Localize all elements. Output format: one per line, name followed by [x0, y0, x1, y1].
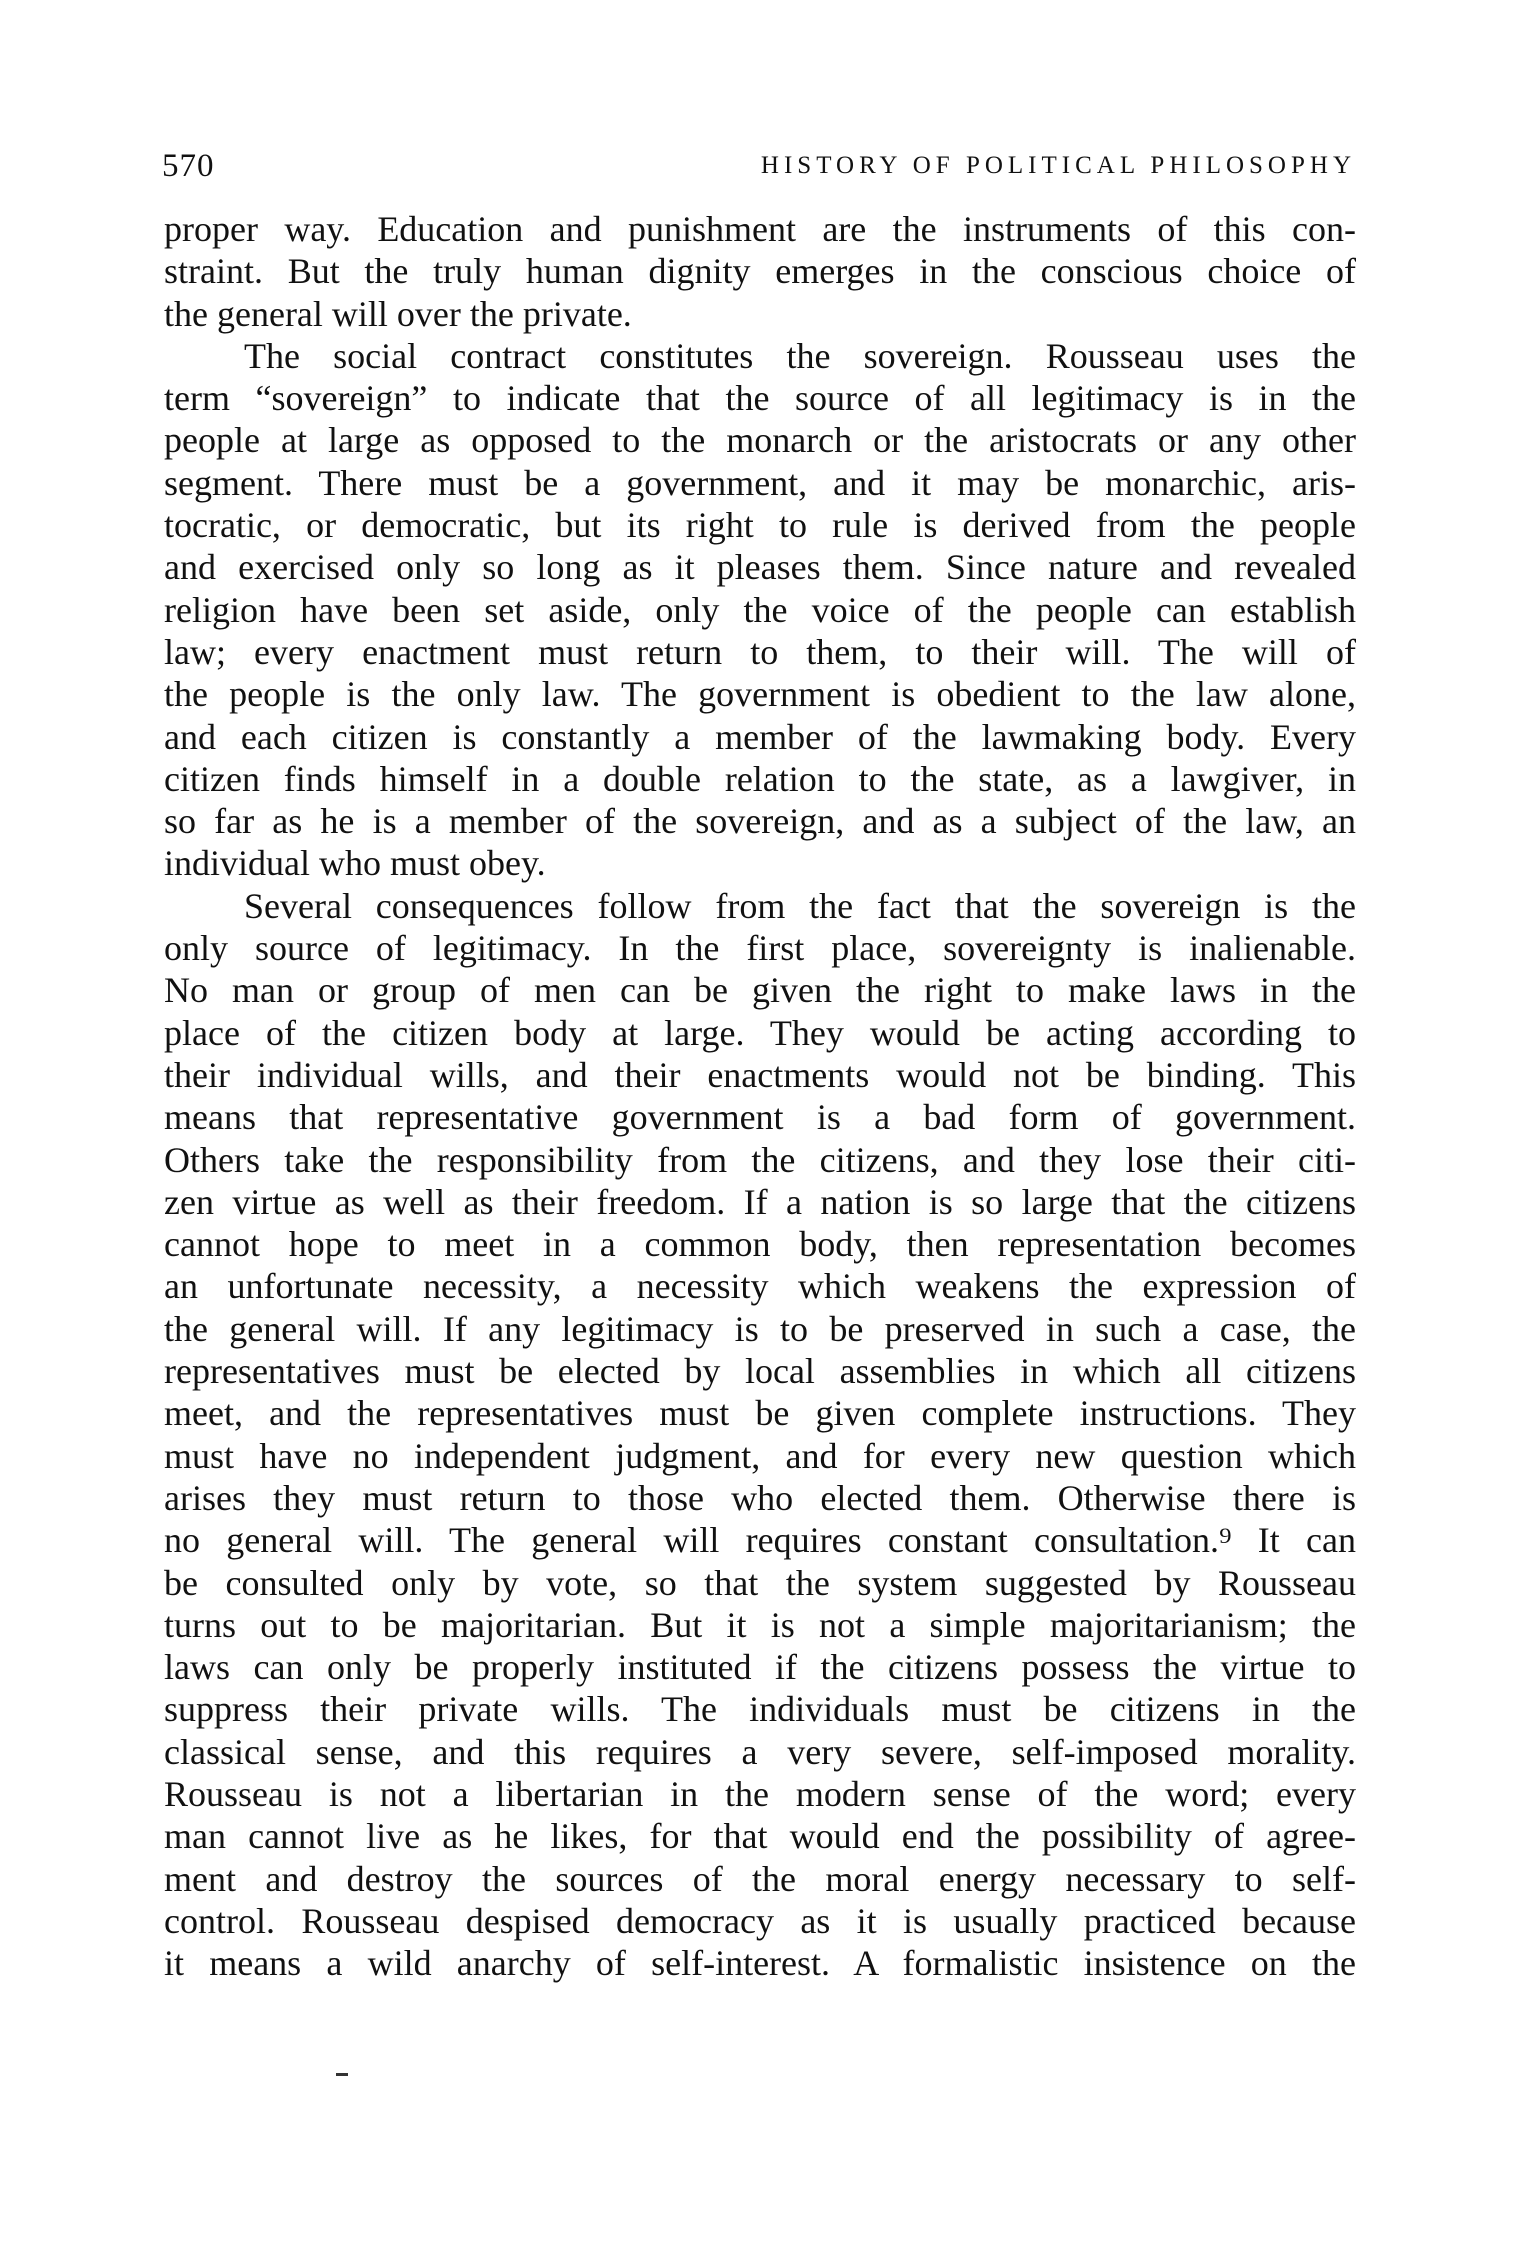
text-line: so far as he is a member of the sovereign, and as a subject of the law, an	[164, 801, 1356, 842]
running-head	[162, 148, 1356, 188]
page-number: 570	[162, 148, 215, 184]
text-line: their individual wills, and their enactments would not be binding. This	[164, 1054, 1356, 1095]
text-line: control. Rousseau despised democracy as it is usually practiced because	[164, 1900, 1356, 1941]
text-line: suppress their private wills. The individuals must be citizens in the	[164, 1689, 1356, 1730]
text-line: tocratic, or democratic, but its right to rule is derived from the people	[164, 505, 1356, 546]
text-line: religion have been set aside, only the voice of the people can establish	[164, 589, 1356, 630]
text-line: the people is the only law. The government is obedient to the law alone,	[164, 674, 1356, 715]
text-line: people at large as opposed to the monarch or the aristocrats or any other	[164, 420, 1356, 461]
text-line: means that representative government is a bad form of government.	[164, 1097, 1356, 1138]
text-line: must have no independent judgment, and for every new question which	[164, 1435, 1356, 1476]
text-line: citizen finds himself in a double relation to the state, as a lawgiver, in	[164, 758, 1356, 799]
text-line: the general will over the private.	[164, 293, 632, 334]
text-line: law; every enactment must return to them, to their will. The will of	[164, 631, 1356, 672]
text-line: proper way. Education and punishment are the instruments of this con-	[164, 209, 1356, 249]
text-line: it means a wild anarchy of self-interest. A formalistic insistence on the	[164, 1943, 1356, 1984]
text-line: cannot hope to meet in a common body, then representation becomes	[164, 1224, 1356, 1265]
text-line: and each citizen is constantly a member of the lawmaking body. Every	[164, 716, 1356, 757]
text-line: the general will. If any legitimacy is to be preserved in such a case, the	[164, 1308, 1356, 1349]
text-line: individual who must obey.	[164, 843, 546, 884]
text-line: an unfortunate necessity, a necessity which weakens the expression of	[164, 1266, 1356, 1307]
text-line: be consulted only by vote, so that the system suggested by Rousseau	[164, 1562, 1356, 1603]
text-line: The social contract constitutes the sovereign. Rousseau uses the	[244, 335, 1356, 376]
text-line: Rousseau is not a libertarian in the modern sense of the word; every	[164, 1773, 1356, 1814]
text-line: No man or group of men can be given the right to make laws in the	[164, 970, 1356, 1011]
text-line: segment. There must be a government, and it may be monarchic, aris-	[164, 462, 1356, 503]
text-line: man cannot live as he likes, for that would end the possibility of agree-	[164, 1816, 1356, 1857]
text-line: classical sense, and this requires a very severe, self-imposed morality.	[164, 1731, 1356, 1772]
text-line: place of the citizen body at large. They would be acting according to	[164, 1012, 1356, 1053]
text-line: turns out to be majoritarian. But it is not a simple majoritarianism; the	[164, 1604, 1356, 1645]
text-line: straint. But the truly human dignity emerges in the conscious choice of	[164, 251, 1356, 292]
text-line: only source of legitimacy. In the first place, sovereignty is inalienable.	[164, 928, 1356, 969]
text-line: no general will. The general will requires constant consultation.⁹ It can	[164, 1520, 1356, 1561]
text-line: Several consequences follow from the fact that the sovereign is the	[244, 885, 1356, 926]
body-text	[164, 208, 1356, 1984]
text-line: Others take the responsibility from the citizens, and they lose their citi-	[164, 1139, 1356, 1180]
running-title: HISTORY OF POLITICAL PHILOSOPHY	[760, 152, 1356, 179]
text-line: laws can only be properly instituted if the citizens possess the virtue to	[164, 1647, 1356, 1688]
text-line: zen virtue as well as their freedom. If a nation is so large that the citizens	[164, 1181, 1356, 1222]
text-line: arises they must return to those who elected them. Otherwise there is	[164, 1477, 1356, 1518]
text-line: ment and destroy the sources of the moral energy necessary to self-	[164, 1858, 1356, 1899]
text-line: and exercised only so long as it pleases them. Since nature and revealed	[164, 547, 1356, 588]
text-line: term “sovereign” to indicate that the source of all legitimacy is in the	[164, 378, 1356, 419]
text-line: meet, and the representatives must be given complete instructions. They	[164, 1393, 1356, 1434]
scan-mark	[336, 2073, 348, 2076]
text-line: representatives must be elected by local assemblies in which all citizens	[164, 1351, 1356, 1392]
